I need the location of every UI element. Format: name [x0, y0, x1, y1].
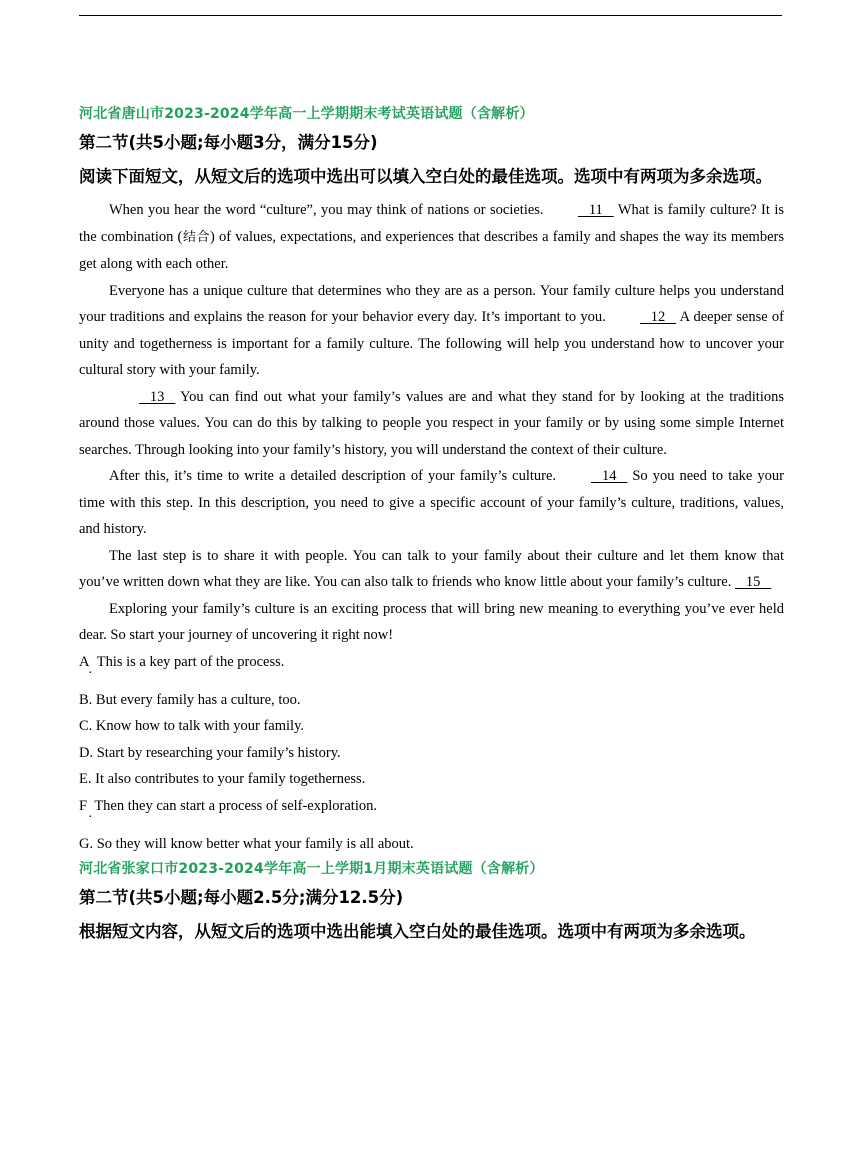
source-title-2: 河北省张家口市2023-2024学年高一上学期1月期末英语试题（含解析）: [79, 861, 544, 877]
blank-11: 11: [588, 202, 603, 218]
option-dot: ·: [88, 665, 93, 681]
option-e: E. It also contributes to your family togetherness.: [79, 771, 366, 787]
document-body: [79, 102, 784, 948]
option-dot: ·: [88, 809, 93, 825]
header-rule: [79, 15, 782, 16]
option-g: G. So they will know better what your family is all about.: [79, 835, 414, 852]
instruction-1: 阅读下面短文，从短文后的选项中选出可以填入空白处的最佳选项。选项中有两项为多余选项。: [79, 167, 772, 186]
passage-paragraph-6: Exploring your family’s culture is an exciting process that will bring new meaning to everything you’ve ever held dear. So start your journey of uncovering it right now!: [79, 600, 784, 643]
section-heading-2: 第二节(共5小题;每小题2.5分;满分12.5分): [79, 888, 404, 907]
option-b: B. But every family has a culture, too.: [79, 691, 301, 708]
option-c: C. Know how to talk with your family.: [79, 718, 304, 734]
option-d: D. Start by researching your family’s history.: [79, 744, 341, 761]
passage-paragraph-1: When you hear the word “culture”, you may think of nations or societies. 11 What is family culture? It is the combination (结合) of values, expectations, and experiences that describes a family and shapes the way its members get along with each other.: [79, 197, 784, 278]
blank-15: 15: [745, 574, 761, 590]
source-title-1: 河北省唐山市2023-2024学年高一上学期期末考试英语试题（含解析）: [79, 106, 534, 122]
blank-13: 13: [149, 388, 165, 405]
section-heading-1: 第二节(共5小题;每小题3分，满分15分): [79, 133, 378, 152]
passage-paragraph-4: After this, it’s time to write a detailed description of your family’s culture. 14 So you need to take your time with this step. In this description, you need to give a specific account of your family’s culture, traditions, values, and history.: [79, 463, 784, 543]
passage-paragraph-2: Everyone has a unique culture that determines who they are as a person. Your family culture helps you understand your traditions and explains the reason for your behavior every day. It’s important to you. 12 A deeper sense of unity and togetherness is important for a family culture. The following will help you understand how to uncover your cultural story with your family.: [79, 282, 784, 378]
instruction-2: 根据短文内容，从短文后的选项中选出能填入空白处的最佳选项。选项中有两项为多余选项。: [79, 922, 756, 941]
option-a: A This is a key part of the process. ·: [79, 653, 285, 681]
option-f: F Then they can start a process of self-exploration. ·: [79, 797, 377, 825]
passage-paragraph-5: The last step is to share it with people. You can talk to your family about their culture and let them know that you’ve written down what they are like. You can also talk to friends who know little about your family’s culture. 15: [79, 543, 784, 596]
blank-14: 14: [601, 468, 617, 484]
passage-paragraph-3: 13 You can find out what your family’s values are and what they stand for by looking at the traditions around those values. You can do this by talking to people you respect in your family or by using some simple Internet searches. Through looking into your family’s history, you will understand the context of their culture.: [79, 384, 784, 464]
blank-12: 12: [650, 309, 666, 325]
option-list: [79, 649, 784, 858]
